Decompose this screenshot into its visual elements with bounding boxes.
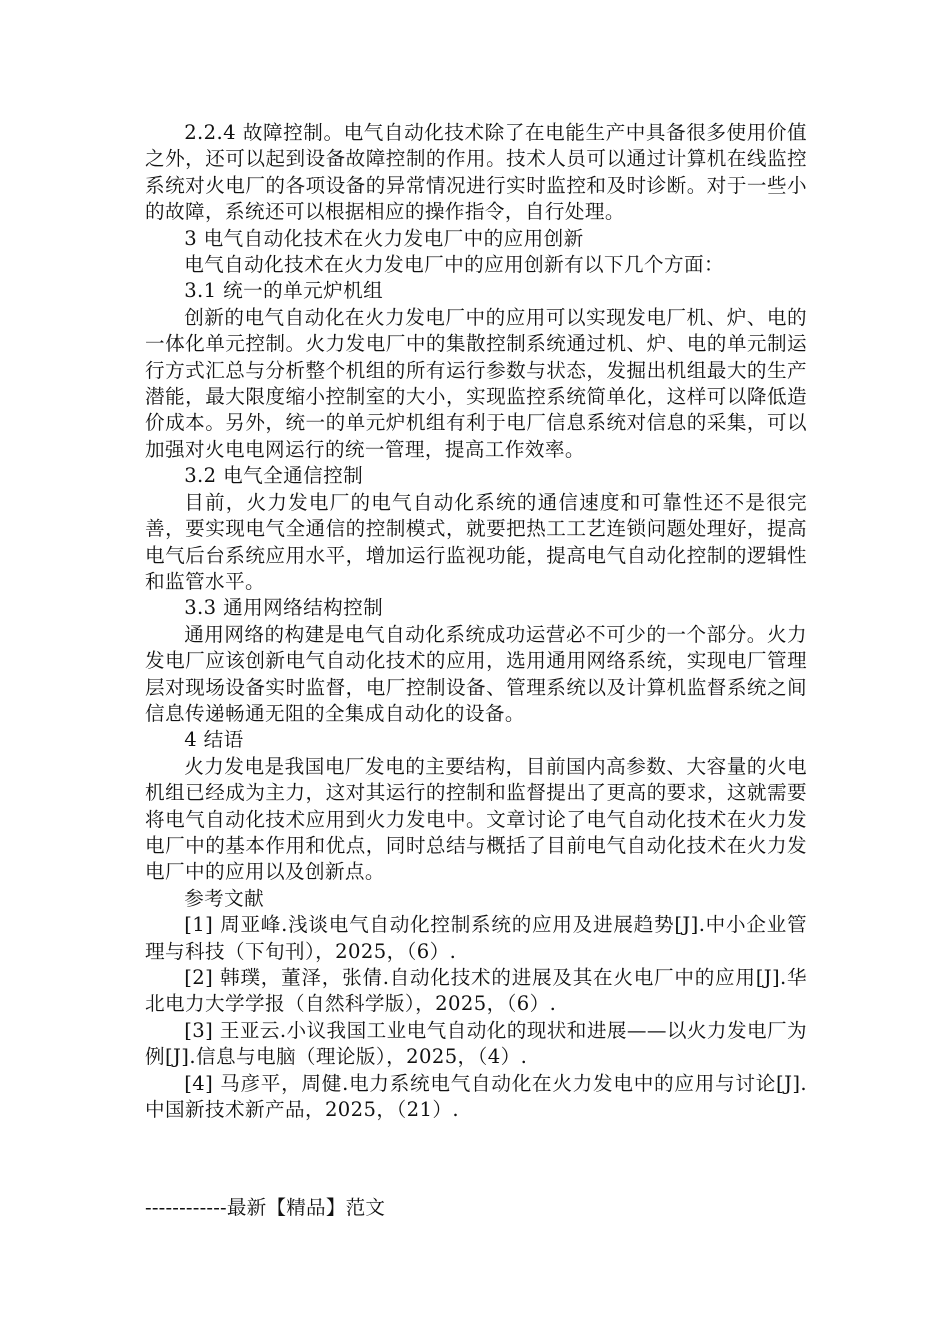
subsection-heading-3-1: 3.1 统一的单元炉机组 xyxy=(184,279,384,303)
paragraph-unit-control: 创新的电气自动化在火力发电厂中的应用可以实现发电厂机、炉、电的一体化单元控制。火力发电厂中的集散控制系统通过机、炉、电的单元制运行方式汇总与分析整个机组的所有运行参数与状态，发掘出机组最大的生产潜能，最大限度缩小控制室的大小，实现监控系统简单化，这样可以降低造价成本。另外，统一的单元炉机组有利于电厂信息系统对信息的采集，可以加强对火电电网运行的统一管理，提高工作效率。 xyxy=(145,305,807,461)
subsection-heading-3-2: 3.2 电气全通信控制 xyxy=(184,464,364,488)
page-footer: ------------最新【精品】范文 xyxy=(145,1196,386,1219)
references-heading: 参考文献 xyxy=(184,886,265,910)
section-heading-4: 4 结语 xyxy=(184,728,244,752)
subsection-heading-3-3: 3.3 通用网络结构控制 xyxy=(184,596,384,620)
reference-item: [4] 马彦平，周健.电力系统电气自动化在火力发电中的应用与讨论[J].中国新技术新产品，2025，（21）. xyxy=(145,1071,807,1122)
paragraph-communication-control: 目前，火力发电厂的电气自动化系统的通信速度和可靠性还不是很完善，要实现电气全通信的控制模式，就要把热工工艺连锁问题处理好，提高电气后台系统应用水平，增加运行监视功能，提高电气自动化控制的逻辑性和监管水平。 xyxy=(145,490,807,593)
document-body xyxy=(145,120,807,1123)
paragraph-network-control: 通用网络的构建是电气自动化系统成功运营必不可少的一个部分。火力发电厂应该创新电气自动化技术的应用，选用通用网络系统，实现电厂管理层对现场设备实时监督，电厂控制设备、管理系统以及计算机监督系统之间信息传递畅通无阻的全集成自动化的设备。 xyxy=(145,622,807,725)
paragraph-section-3-intro: 电气自动化技术在火力发电厂中的应用创新有以下几个方面： xyxy=(184,253,725,277)
section-heading-3: 3 电气自动化技术在火力发电厂中的应用创新 xyxy=(184,226,584,250)
paragraph-fault-control: 2.2.4 故障控制。电气自动化技术除了在电能生产中具备很多使用价值之外，还可以起到设备故障控制的作用。技术人员可以通过计算机在线监控系统对火电厂的各项设备的异常情况进行实时监控和及时诊断。对于一些小的故障，系统还可以根据相应的操作指令，自行处理。 xyxy=(145,121,807,224)
reference-item: [2] 韩璞，董泽，张倩.自动化技术的进展及其在火电厂中的应用[J].华北电力大学学报（自然科学版），2025，（6）. xyxy=(145,966,807,1016)
paragraph-conclusion: 火力发电是我国电厂发电的主要结构，目前国内高参数、大容量的火电机组已经成为主力，这对其运行的控制和监督提出了更高的要求，这就需要将电气自动化技术应用到火力发电中。文章讨论了电气自动化技术在火力发电厂中的基本作用和优点，同时总结与概括了目前电气自动化技术在火力发电厂中的应用以及创新点。 xyxy=(145,754,807,884)
reference-item: [3] 王亚云.小议我国工业电气自动化的现状和进展——以火力发电厂为例[J].信息与电脑（理论版），2025，（4）. xyxy=(145,1018,807,1069)
reference-item: [1] 周亚峰.浅谈电气自动化控制系统的应用及进展趋势[J].中小企业管理与科技（下旬刊），2025，（6）. xyxy=(145,913,807,963)
